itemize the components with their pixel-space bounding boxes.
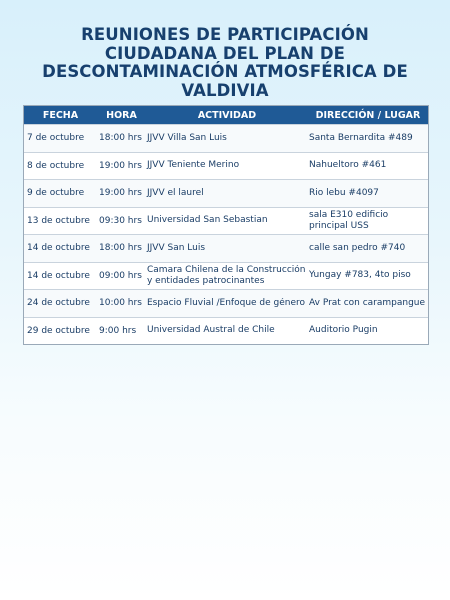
table-row <box>24 289 428 317</box>
header-hora: HORA <box>106 109 137 121</box>
cell-direccion: Rio lebu #4097 <box>309 187 379 198</box>
table-row <box>24 124 428 152</box>
cell-fecha: 14 de octubre <box>27 243 90 254</box>
cell-actividad: JJVV el laurel <box>147 187 204 198</box>
cell-fecha: 13 de octubre <box>27 215 90 226</box>
title-line-2: CIUDADANA DEL PLAN DE <box>104 43 346 63</box>
cell-direccion: Auditorio Pugin <box>309 325 378 336</box>
table-row <box>24 262 428 290</box>
cell-fecha: 24 de octubre <box>27 298 90 309</box>
table-row <box>24 207 428 235</box>
page-title <box>0 26 450 100</box>
cell-actividad: Universidad San Sebastian <box>147 215 268 226</box>
cell-hora: 18:00 hrs <box>99 243 142 254</box>
cell-hora: 09:00 hrs <box>99 270 142 281</box>
cell-direccion: Av Prat con carampangue <box>309 297 426 308</box>
cell-hora: 18:00 hrs <box>99 133 142 144</box>
cell-actividad: Camara Chilena de la Construcción y entidades patrocinantes <box>147 264 306 286</box>
cell-direccion <box>308 210 428 232</box>
table-row <box>24 234 428 262</box>
cell-direccion: Nahueltoro #461 <box>309 160 387 171</box>
table-body <box>24 124 428 344</box>
cell-fecha: 8 de octubre <box>27 160 85 171</box>
cell-actividad: Espacio Fluvial /Enfoque de género <box>147 297 306 308</box>
table-row <box>24 179 428 207</box>
header-direccion: DIRECCIÓN / LUGAR <box>315 109 421 121</box>
table-row <box>24 152 428 180</box>
title-line-4: VALDIVIA <box>181 80 269 100</box>
table-row <box>24 317 428 345</box>
cell-actividad: JJVV San Luis <box>147 242 206 253</box>
cell-hora: 19:00 hrs <box>99 188 142 199</box>
cell-hora: 9:00 hrs <box>99 325 137 336</box>
cell-actividad: Universidad Austral de Chile <box>147 325 275 336</box>
cell-hora: 09:30 hrs <box>99 215 142 226</box>
header-fecha: FECHA <box>42 109 79 121</box>
cell-fecha: 9 de octubre <box>27 188 85 199</box>
title-line-3: DESCONTAMINACIÓN ATMOSFÉRICA DE <box>42 62 408 81</box>
cell-direccion: Yungay #783, 4to piso <box>309 270 411 281</box>
cell-direccion: calle san pedro #740 <box>309 242 406 253</box>
cell-fecha: 14 de octubre <box>27 270 90 281</box>
cell-fecha: 7 de octubre <box>27 133 85 144</box>
cell-actividad: JJVV Teniente Merino <box>147 160 240 171</box>
header-actividad: ACTIVIDAD <box>197 109 257 121</box>
cell-hora: 10:00 hrs <box>99 298 142 309</box>
title-line-1: REUNIONES DE PARTICIPACIÓN <box>81 25 369 44</box>
cell-fecha: 29 de octubre <box>27 325 90 336</box>
table-header <box>24 106 428 124</box>
cell-direccion-text: sala E310 edificio principal USS <box>309 209 389 231</box>
cell-direccion: Santa Bernardita #489 <box>309 132 413 143</box>
schedule-table <box>23 105 429 345</box>
cell-actividad: JJVV Villa San Luis <box>147 132 227 143</box>
cell-hora: 19:00 hrs <box>99 160 142 171</box>
